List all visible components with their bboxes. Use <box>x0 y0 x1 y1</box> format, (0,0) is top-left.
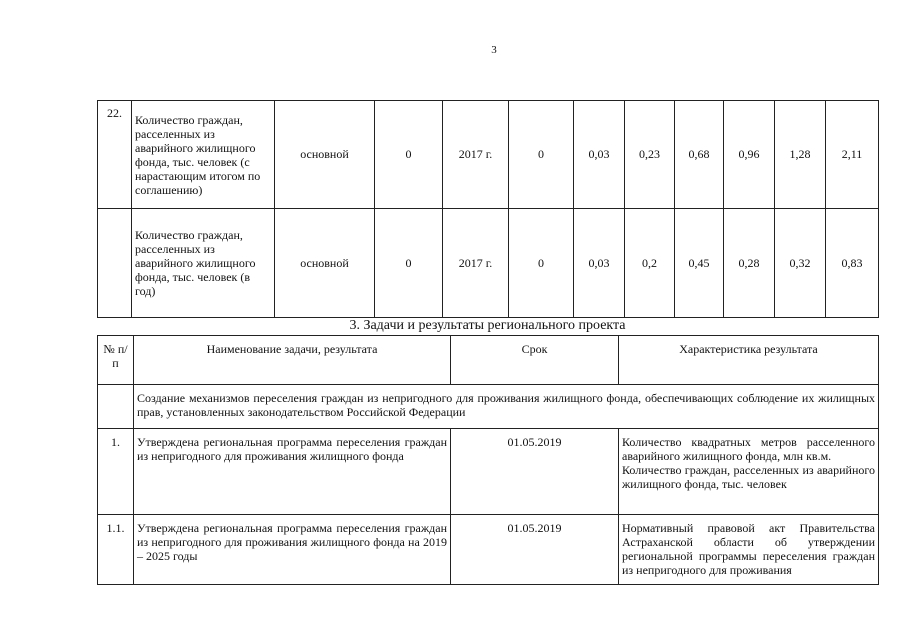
indicator-row <box>98 209 879 318</box>
indicator-base-year: 2017 г. <box>443 209 509 318</box>
indicator-value: 0,32 <box>775 209 826 318</box>
indicator-num <box>98 209 132 318</box>
header-num: № п/п <box>98 336 134 385</box>
indicator-value: 0,2 <box>625 209 675 318</box>
indicator-name: Количество граждан, расселенных из аварийного жилищного фонда, тыс. человек (с нарастающим итогом по соглашению) <box>132 101 275 209</box>
indicator-value: 0,83 <box>826 209 879 318</box>
indicator-type: основной <box>275 101 375 209</box>
task-result-line: Нормативный правовой акт Правительства Астраханской области об утверждении региональной программы переселения граждан из непригодного для проживания <box>622 521 875 577</box>
section-title: 3. Задачи и результаты регионального проекта <box>349 318 626 333</box>
task-row <box>98 429 879 515</box>
task-group-row <box>98 385 879 429</box>
tasks-table <box>97 335 879 585</box>
indicator-value: 2,11 <box>826 101 879 209</box>
task-name: Утверждена региональная программа переселения граждан из непригодного для проживания жилищного фонда на 2019 – 2025 годы <box>134 515 451 585</box>
indicator-value: 0 <box>509 101 574 209</box>
task-num: 1. <box>98 429 134 515</box>
task-result <box>619 515 879 585</box>
header-deadline: Срок <box>451 336 619 385</box>
indicator-value: 0,03 <box>574 101 625 209</box>
task-result <box>619 429 879 515</box>
indicator-num: 22. <box>98 101 132 209</box>
task-group: Создание механизмов переселения граждан из непригодного для проживания жилищного фонда, обеспечивающих соблюдение их жилищных прав, установленных законодательством Российской Федерации <box>134 385 879 429</box>
header-result: Характеристика результата <box>619 336 879 385</box>
task-group-num <box>98 385 134 429</box>
indicator-type: основной <box>275 209 375 318</box>
indicator-base-value: 0 <box>375 101 443 209</box>
task-row <box>98 515 879 585</box>
task-deadline: 01.05.2019 <box>451 429 619 515</box>
indicator-value: 0,68 <box>675 101 724 209</box>
indicator-base-year: 2017 г. <box>443 101 509 209</box>
indicators-table <box>97 100 879 318</box>
indicator-value: 1,28 <box>775 101 826 209</box>
indicator-value: 0,96 <box>724 101 775 209</box>
task-deadline: 01.05.2019 <box>451 515 619 585</box>
indicator-name: Количество граждан, расселенных из аварийного жилищного фонда, тыс. человек (в год) <box>132 209 275 318</box>
header-name: Наименование задачи, результата <box>134 336 451 385</box>
tasks-header-row <box>98 336 879 385</box>
page-number: 3 <box>491 44 497 56</box>
indicator-base-value: 0 <box>375 209 443 318</box>
task-result-line: Количество квадратных метров расселенного аварийного жилищного фонда, млн кв.м. <box>622 435 875 463</box>
indicator-row <box>98 101 879 209</box>
indicator-value: 0,23 <box>625 101 675 209</box>
indicator-value: 0 <box>509 209 574 318</box>
indicator-value: 0,45 <box>675 209 724 318</box>
indicator-value: 0,03 <box>574 209 625 318</box>
indicator-value: 0,28 <box>724 209 775 318</box>
task-num: 1.1. <box>98 515 134 585</box>
task-result-line: Количество граждан, расселенных из аварийного жилищного фонда, тыс. человек <box>622 463 875 491</box>
task-name: Утверждена региональная программа переселения граждан из непригодного для проживания жилищного фонда <box>134 429 451 515</box>
